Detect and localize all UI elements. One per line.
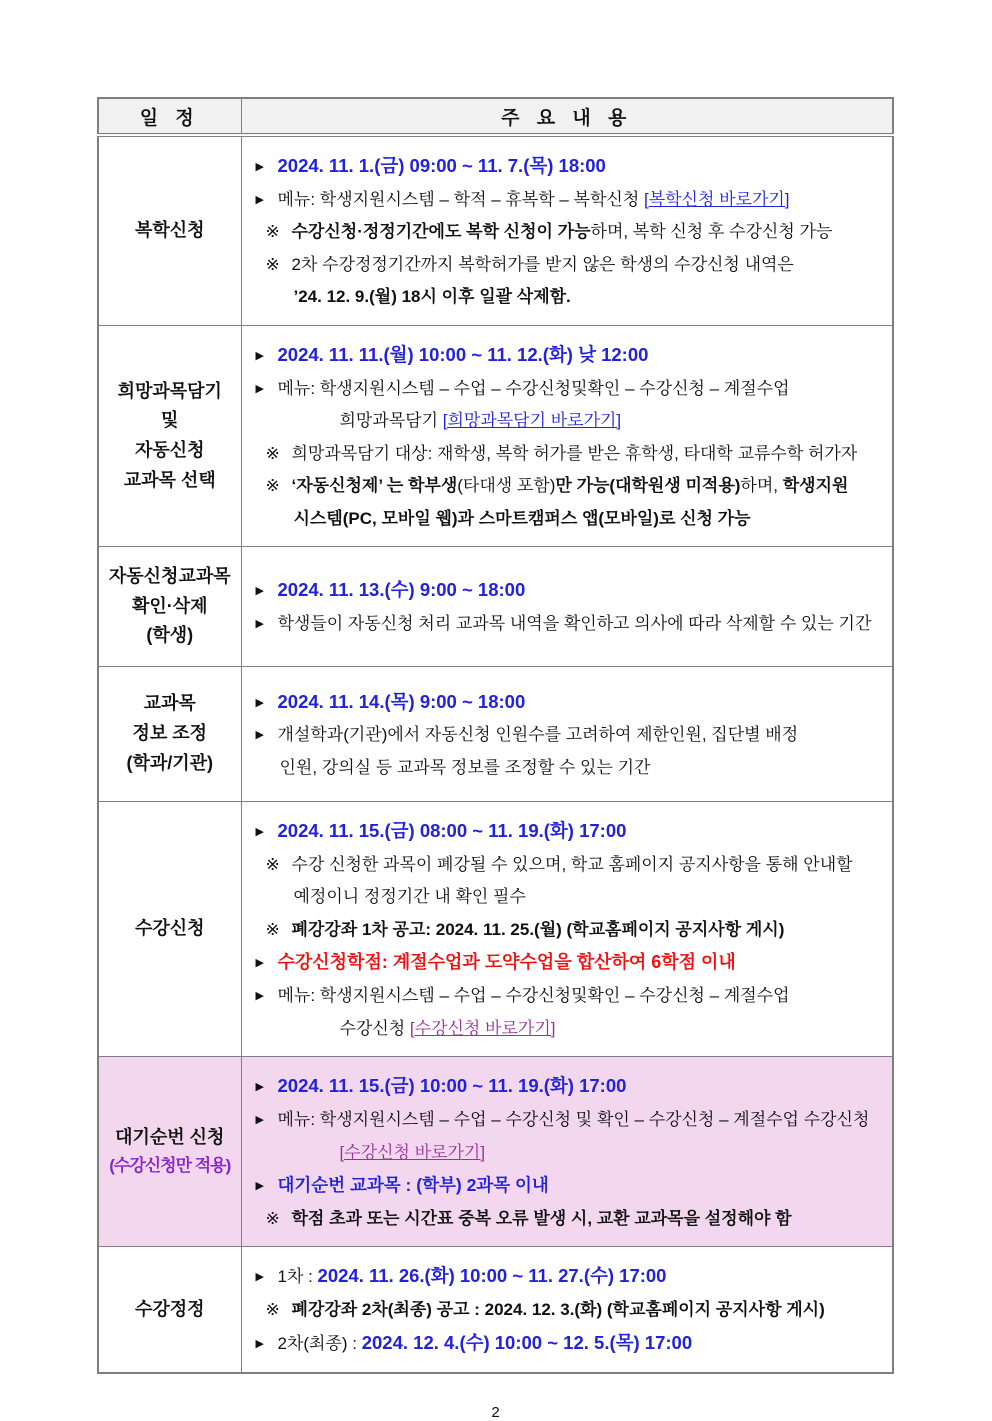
table-row-course-info-adjustment — [98, 667, 893, 802]
text-segment: 2024. 11. 13.(수) 9:00 ~ 18:00 — [277, 579, 526, 601]
schedule-label-line: 자동신청 — [134, 439, 205, 460]
page-number: 2 — [491, 1404, 500, 1421]
reference-mark-icon: ※ — [265, 476, 280, 495]
text-segment: 2024. 11. 15.(금) 08:00 ~ 11. 19.(화) 17:00 — [277, 820, 627, 841]
reference-mark-icon: ※ — [265, 919, 280, 939]
arrow-bullet-icon: ▶ — [255, 349, 264, 362]
arrow-bullet-icon: ▶ — [255, 826, 264, 838]
schedule-label — [98, 667, 241, 802]
text-segment: 학점 초과 또는 시간표 중복 오류 발생 시, 교환 교과목을 설정해야 함 — [291, 1208, 792, 1228]
arrow-bullet-icon: ▶ — [255, 1180, 264, 1192]
text-segment: 폐강강좌 2차(최종) 공고 : 2024. 12. 3.(화) (학교홈페이지 공지사항 게시) — [291, 1299, 825, 1319]
schedule-label-line: 교과목 선택 — [123, 469, 216, 490]
content-line — [242, 152, 887, 180]
arrow-bullet-icon: ▶ — [255, 957, 264, 970]
table-row-course-registration — [98, 802, 893, 1057]
schedule-label — [98, 547, 241, 667]
table-row-auto-applied-course-check-delete — [98, 547, 893, 667]
arrow-bullet-icon: ▶ — [255, 1271, 264, 1283]
schedule-label-line: 및 — [161, 410, 179, 431]
schedule-label — [98, 1057, 241, 1247]
text-segment: 만 가능(대학원생 미적용) — [555, 476, 741, 495]
schedule-label-line: (학생) — [146, 625, 194, 646]
schedule-label-line: 정보 조정 — [132, 723, 208, 744]
reference-mark-icon: ※ — [265, 443, 280, 463]
arrow-bullet-icon: ▶ — [255, 729, 264, 742]
shortcut-link[interactable]: [희망과목담기 바로가기] — [442, 411, 622, 430]
text-segment: 개설학과(기관)에서 자동신청 인원수를 고려하여 제한인원, 집단별 배정 — [277, 725, 799, 745]
reference-mark-icon: ※ — [265, 1299, 280, 1319]
text-segment: 2024. 11. 26.(화) 10:00 ~ 11. 27.(수) 17:00 — [317, 1265, 667, 1286]
content-cell — [241, 135, 893, 325]
header-row — [98, 98, 893, 135]
text-segment: 수강신청·정정기간에도 복학 신청이 가능 — [291, 222, 591, 242]
text-segment: 희망과목담기 — [339, 411, 443, 430]
arrow-bullet-icon: ▶ — [255, 1114, 264, 1126]
arrow-bullet-icon: ▶ — [255, 990, 264, 1003]
content-line — [242, 983, 887, 1009]
arrow-bullet-icon: ▶ — [255, 1338, 264, 1351]
content-cell — [241, 547, 893, 667]
table-row-waitlist-application — [98, 1057, 893, 1247]
text-segment: 2024. 11. 14.(목) 9:00 ~ 18:00 — [277, 690, 526, 712]
content-line — [242, 252, 887, 278]
content-line — [242, 1172, 887, 1199]
text-segment: 예정이니 정정기간 내 확인 필수 — [293, 887, 526, 907]
schedule-label — [98, 802, 241, 1057]
text-segment: 수강신청학점: 계절수업과 도약수업을 합산하여 6학점 이내 — [277, 952, 736, 973]
content-line — [242, 1262, 887, 1290]
text-segment: 1차 : — [277, 1267, 318, 1286]
schedule-label-line: 자동신청교과목 — [108, 565, 231, 586]
text-segment: 2차 수강정정기간까지 복학허가를 받지 않은 학생의 수강신청 내역은 — [291, 254, 794, 274]
content-line — [242, 1329, 887, 1357]
content-line — [242, 341, 887, 369]
schedule-label-line: 교과목 — [143, 693, 196, 714]
text-segment: 2024. 11. 11.(월) 10:00 ~ 11. 12.(화) 낮 12:00 — [277, 343, 649, 365]
schedule-table — [97, 97, 894, 1374]
content-line — [242, 688, 887, 716]
text-segment: ‘자동신청제’ 는 학부생 — [291, 476, 458, 495]
arrow-bullet-icon: ▶ — [255, 585, 264, 598]
content-line — [242, 576, 887, 604]
content-line — [242, 284, 887, 310]
reference-mark-icon: ※ — [265, 254, 280, 274]
text-segment: 2024. 12. 4.(수) 10:00 ~ 12. 5.(목) 17:00 — [361, 1332, 693, 1354]
content-line — [242, 408, 887, 434]
schedule-label-line: 확인·삭제 — [131, 595, 208, 616]
text-segment: 학생지원 — [782, 476, 849, 495]
content-line — [242, 441, 887, 467]
text-segment: 수강 신청한 과목이 폐강될 수 있으며, 학교 홈페이지 공지사항을 통해 안내할 — [291, 854, 853, 874]
shortcut-link[interactable]: [수강신청 바로가기] — [409, 1018, 556, 1038]
content-line — [242, 722, 887, 748]
schedule-label — [98, 135, 241, 325]
content-line — [242, 506, 887, 532]
content-cell — [241, 1247, 893, 1374]
text-segment: 폐강강좌 1차 공고: 2024. 11. 25.(월) (학교홈페이지 공지사항 게시) — [291, 919, 785, 939]
content-cell — [241, 1057, 893, 1247]
shortcut-link[interactable]: [수강신청 바로가기] — [339, 1142, 486, 1162]
text-segment: 수강신청 — [339, 1018, 410, 1038]
content-cell — [241, 325, 893, 546]
text-segment: 메뉴: 학생지원시스템 – 수업 – 수강신청및확인 – 수강신청 – 계절수업 — [277, 986, 790, 1006]
content-line — [242, 219, 887, 245]
content-cell — [241, 667, 893, 802]
content-line — [242, 611, 887, 637]
content-line — [242, 949, 887, 976]
text-segment: 대기순번 교과목 : (학부) 2과목 이내 — [277, 1175, 549, 1195]
schedule-label — [98, 325, 241, 546]
text-segment: 시스템(PC, 모바일 웹)과 스마트캠퍼스 앱(모바일)로 신청 가능 — [293, 508, 751, 528]
text-segment: 희망과목담기 대상: 재학생, 복학 허가를 받은 휴학생, 타대학 교류수학 허가자 — [291, 443, 858, 463]
text-segment: 메뉴: 학생지원시스템 – 학적 – 휴복학 – 복학신청 — [277, 189, 644, 209]
text-segment: 메뉴: 학생지원시스템 – 수업 – 수강신청및확인 – 수강신청 – 계절수업 — [277, 378, 790, 398]
reference-mark-icon: ※ — [265, 222, 280, 242]
table-row-reinstatement-application — [98, 135, 893, 325]
content-line — [242, 376, 887, 402]
text-segment: (타대생 포함) — [457, 476, 556, 495]
content-line — [242, 852, 887, 878]
schedule-label-line: 수강신청 — [134, 918, 205, 939]
table-row-wish-course-and-auto-apply-selection — [98, 325, 893, 546]
schedule-label-line: 수강정정 — [134, 1298, 205, 1319]
content-line — [242, 1206, 887, 1232]
text-segment: 인원, 강의실 등 교과목 정보를 조정할 수 있는 기간 — [279, 757, 651, 777]
content-line — [242, 187, 887, 213]
reference-mark-icon: ※ — [265, 1208, 280, 1228]
content-line — [242, 1297, 887, 1323]
text-segment: 하며, 복학 신청 후 수강신청 가능 — [590, 222, 833, 242]
schedule-label-line: (학과/기관) — [126, 752, 214, 773]
schedule-label-line: 희망과목담기 — [117, 380, 222, 401]
arrow-bullet-icon: ▶ — [255, 1081, 264, 1094]
schedule-label-line: 대기순번 신청 — [115, 1126, 225, 1147]
arrow-bullet-icon: ▶ — [255, 193, 264, 206]
content-line — [242, 884, 887, 910]
arrow-bullet-icon: ▶ — [255, 696, 264, 709]
text-segment: 2024. 11. 1.(금) 09:00 ~ 11. 7.(목) 18:00 — [277, 155, 606, 176]
table-header — [98, 98, 893, 135]
column-header-schedule: 일 정 — [98, 98, 241, 135]
text-segment: 2차(최종) : — [277, 1334, 362, 1354]
content-line — [242, 755, 887, 781]
text-segment: 학생들이 자동신청 처리 교과목 내역을 확인하고 의사에 따라 삭제할 수 있는 기간 — [277, 614, 872, 634]
schedule-label-line: 복학신청 — [134, 220, 205, 241]
text-segment: ’24. 12. 9.(월) 18시 이후 일괄 삭제함. — [293, 287, 571, 307]
arrow-bullet-icon: ▶ — [255, 382, 264, 395]
schedule-label-line: (수강신청만 적용) — [109, 1156, 231, 1176]
text-segment: 하며, — [740, 476, 783, 495]
shortcut-link[interactable]: [복학신청 바로가기] — [643, 189, 790, 209]
arrow-bullet-icon: ▶ — [255, 161, 264, 173]
content-cell — [241, 802, 893, 1057]
arrow-bullet-icon: ▶ — [255, 618, 264, 631]
column-header-content: 주 요 내 용 — [241, 98, 893, 135]
reference-mark-icon: ※ — [265, 854, 280, 874]
content-line — [242, 817, 887, 845]
content-line — [242, 1072, 887, 1100]
content-line — [242, 1107, 887, 1133]
content-line — [242, 473, 887, 499]
table-row-registration-correction — [98, 1247, 893, 1374]
content-line — [242, 1016, 887, 1042]
schedule-label — [98, 1247, 241, 1374]
text-segment: 2024. 11. 15.(금) 10:00 ~ 11. 19.(화) 17:00 — [277, 1075, 627, 1097]
schedule-table-body — [98, 135, 893, 1373]
text-segment: 메뉴: 학생지원시스템 – 수업 – 수강신청 및 확인 – 수강신청 – 계절수업 수강신청 — [277, 1110, 870, 1129]
content-line — [242, 917, 887, 943]
content-line — [242, 1140, 887, 1166]
